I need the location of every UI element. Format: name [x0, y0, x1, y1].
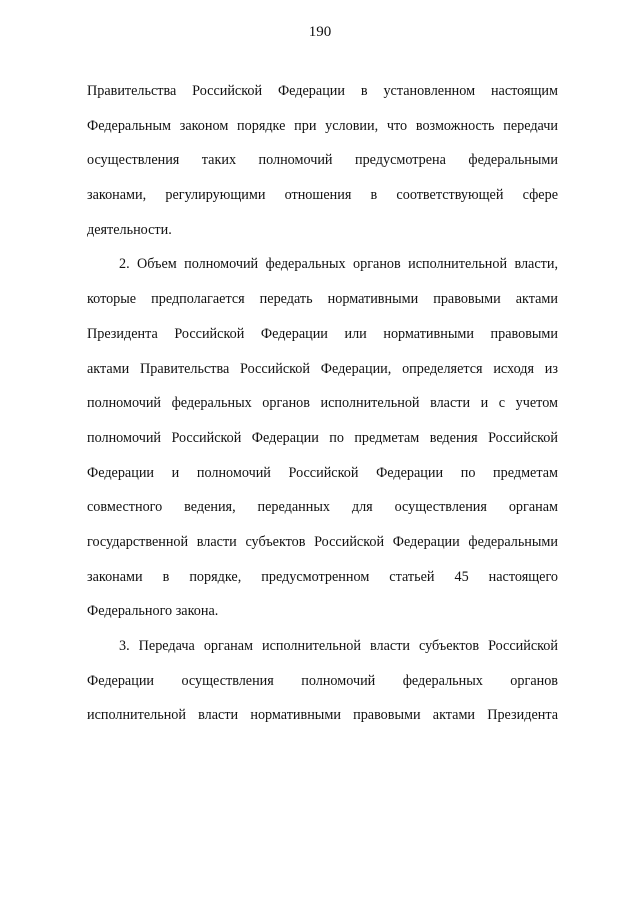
- page-number: 190: [308, 24, 332, 40]
- text-line: Федеральным законом порядке при условии, что возможность передачи: [87, 117, 558, 134]
- text-line: исполнительной власти нормативными правовыми актами Президента: [87, 707, 558, 724]
- text-line: Федерального закона.: [87, 603, 219, 620]
- text-line: законами, регулирующими отношения в соответствующей сфере: [87, 187, 558, 204]
- text-line: Федерации осуществления полномочий федеральных органов: [87, 672, 558, 689]
- document-body: [87, 74, 558, 733]
- paragraph-start-line: 3. Передача органам исполнительной власти субъектов Российской: [119, 638, 558, 654]
- text-line: законами в порядке, предусмотренном статьей 45 настоящего: [87, 568, 558, 585]
- text-line: совместного ведения, переданных для осуществления органам: [87, 499, 558, 516]
- text-line: полномочий Российской Федерации по предметам ведения Российской: [87, 429, 558, 446]
- text-line: государственной власти субъектов Российской Федерации федеральными: [87, 533, 558, 550]
- text-line: деятельности.: [87, 221, 172, 238]
- text-line: Президента Российской Федерации или нормативными правовыми: [87, 325, 558, 342]
- text-line: Правительства Российской Федерации в установленном настоящим: [87, 83, 558, 99]
- text-line: полномочий федеральных органов исполнительной власти и с учетом: [87, 395, 558, 412]
- text-line: актами Правительства Российской Федерации, определяется исходя из: [87, 360, 558, 377]
- text-line: осуществления таких полномочий предусмотрена федеральными: [87, 152, 558, 169]
- paragraph-start-line: 2. Объем полномочий федеральных органов исполнительной власти,: [119, 256, 558, 273]
- text-line: которые предполагается передать нормативными правовыми актами: [87, 291, 558, 308]
- text-line: Федерации и полномочий Российской Федерации по предметам: [87, 464, 558, 481]
